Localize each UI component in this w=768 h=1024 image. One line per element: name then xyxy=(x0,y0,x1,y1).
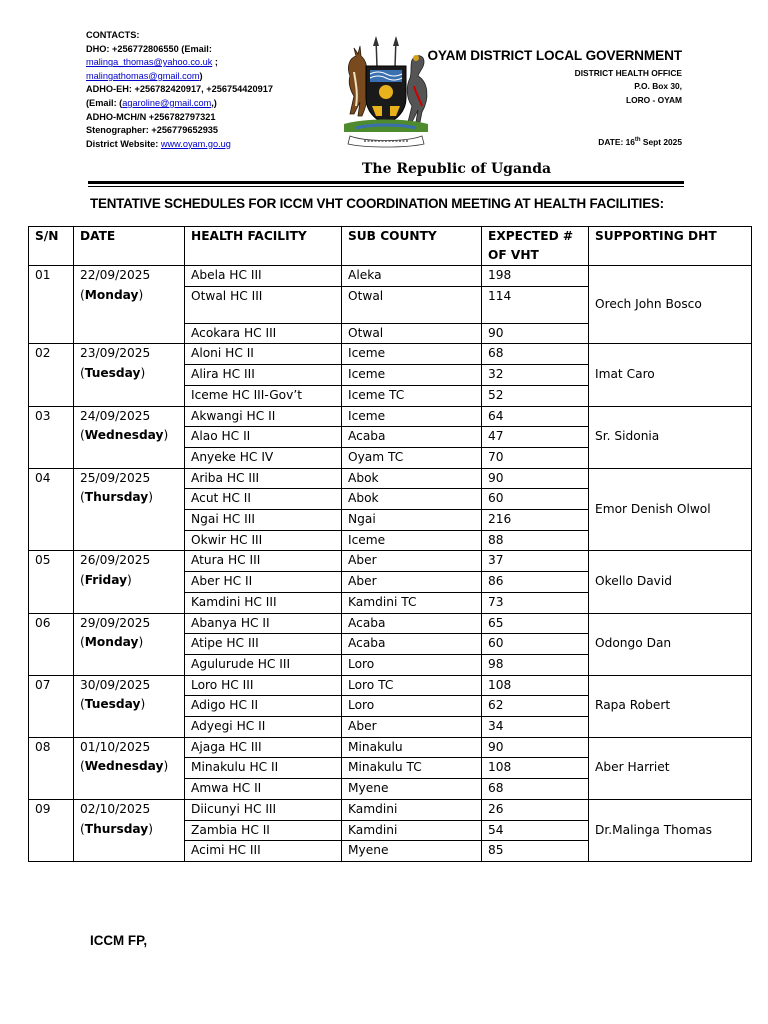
day-name: Wednesday xyxy=(84,759,164,774)
dho-email-line xyxy=(86,56,326,70)
cell-subcounty: Minakulu xyxy=(342,737,482,758)
date-value: 22/09/2025 xyxy=(80,268,151,282)
table-row xyxy=(29,675,752,696)
website-label: District Website: xyxy=(86,138,161,149)
republic-title: The Republic of Uganda xyxy=(362,161,552,177)
date-label: DATE: 16 xyxy=(598,137,635,147)
cell-facility: Alao HC II xyxy=(185,427,342,448)
cell-subcounty: Acaba xyxy=(342,427,482,448)
cell-facility: Ariba HC III xyxy=(185,468,342,489)
cell-subcounty: Loro TC xyxy=(342,675,482,696)
office-name: DISTRICT HEALTH OFFICE xyxy=(574,68,682,78)
day-line: (Wednesday) xyxy=(80,759,169,774)
cell-sn: 05 xyxy=(29,551,74,613)
document-date xyxy=(598,137,682,147)
header-date: DATE xyxy=(74,227,185,266)
cell-subcounty: Kamdini TC xyxy=(342,592,482,613)
cell-expected-vht: 88 xyxy=(482,530,589,551)
cell-sn: 04 xyxy=(29,468,74,551)
government-header xyxy=(427,48,682,107)
government-name: OYAM DISTRICT LOCAL GOVERNMENT xyxy=(427,48,682,63)
cell-expected-vht: 86 xyxy=(482,572,589,593)
date-value: 23/09/2025 xyxy=(80,346,151,361)
cell-facility: Atura HC III xyxy=(185,551,342,572)
cell-expected-vht: 65 xyxy=(482,613,589,634)
cell-facility: Amwa HC II xyxy=(185,779,342,800)
cell-facility: Minakulu HC II xyxy=(185,758,342,779)
day-line: (Thursday) xyxy=(80,821,153,836)
cell-subcounty: Myene xyxy=(342,841,482,862)
cell-subcounty: Acaba xyxy=(342,634,482,655)
day-line: (Monday) xyxy=(80,287,144,302)
cell-facility: Aloni HC II xyxy=(185,344,342,365)
cell-supporting-dht: Emor Denish Olwol xyxy=(589,468,752,551)
table-header-row xyxy=(29,227,752,266)
document-heading: TENTATIVE SCHEDULES FOR ICCM VHT COORDINATION MEETING AT HEALTH FACILITIES: xyxy=(90,196,664,211)
adho-eh-email-link[interactable]: agaroline@gmail.com xyxy=(122,97,212,108)
contacts-title: CONTACTS: xyxy=(86,30,140,40)
uganda-coat-of-arms-icon xyxy=(336,36,436,148)
cell-subcounty: Acaba xyxy=(342,613,482,634)
cell-expected-vht: 114 xyxy=(482,286,589,323)
cell-date xyxy=(74,406,185,468)
cell-facility: Abanya HC II xyxy=(185,613,342,634)
cell-date xyxy=(74,737,185,799)
cell-subcounty: Aber xyxy=(342,551,482,572)
cell-subcounty: Kamdini xyxy=(342,820,482,841)
cell-facility: Okwir HC III xyxy=(185,530,342,551)
cell-expected-vht: 62 xyxy=(482,696,589,717)
cell-date xyxy=(74,551,185,613)
cell-subcounty: Minakulu TC xyxy=(342,758,482,779)
cell-facility: Adyegi HC II xyxy=(185,717,342,738)
cell-expected-vht: 108 xyxy=(482,758,589,779)
office-location: LORO - OYAM xyxy=(626,94,682,105)
cell-facility: Agulurude HC III xyxy=(185,654,342,675)
table-row xyxy=(29,468,752,489)
adho-mch-line: ADHO-MCH/N +256782797321 xyxy=(86,111,216,122)
cell-expected-vht: 64 xyxy=(482,406,589,427)
cell-sn: 03 xyxy=(29,406,74,468)
cell-expected-vht: 85 xyxy=(482,841,589,862)
day-line: (Tuesday) xyxy=(80,697,146,712)
dho-email-link-2[interactable]: malingathomas@gmail.com xyxy=(86,70,200,81)
date-value: 30/09/2025 xyxy=(80,677,151,692)
paren-close: ) xyxy=(199,70,203,81)
cell-expected-vht: 216 xyxy=(482,510,589,531)
cell-sn: 08 xyxy=(29,737,74,799)
adho-eh-email-close: ,) xyxy=(211,97,217,108)
day-name: Monday xyxy=(84,635,139,650)
table-row xyxy=(29,613,752,634)
stenographer-line: Stenographer: +256779652935 xyxy=(86,125,219,136)
email-separator: ; xyxy=(212,57,218,68)
cell-date xyxy=(74,675,185,737)
cell-subcounty: Otwal xyxy=(342,286,482,323)
cell-expected-vht: 98 xyxy=(482,654,589,675)
date-value: 24/09/2025 xyxy=(80,408,151,423)
cell-expected-vht: 34 xyxy=(482,717,589,738)
cell-facility: Otwal HC III xyxy=(185,286,342,323)
cell-supporting-dht: Dr.Malinga Thomas xyxy=(589,799,752,861)
table-row xyxy=(29,799,752,820)
cell-sn: 06 xyxy=(29,613,74,675)
cell-supporting-dht: Rapa Robert xyxy=(589,675,752,737)
cell-expected-vht: 26 xyxy=(482,799,589,820)
cell-subcounty: Iceme xyxy=(342,365,482,386)
dho-email-link-1[interactable]: malinga_thomas@yahoo.co.uk xyxy=(86,57,213,68)
dho-line xyxy=(86,43,326,57)
cell-facility: Iceme HC III-Gov’t xyxy=(185,385,342,406)
table-row xyxy=(29,344,752,365)
day-name: Tuesday xyxy=(84,697,141,712)
cell-subcounty: Iceme xyxy=(342,530,482,551)
table-row xyxy=(29,266,752,287)
website-line xyxy=(86,138,326,152)
header-supporting-dht: SUPPORTING DHT xyxy=(589,227,752,266)
date-value: 01/10/2025 xyxy=(80,739,151,754)
cell-expected-vht: 90 xyxy=(482,323,589,344)
cell-facility: Abela HC III xyxy=(185,266,342,287)
table-row xyxy=(29,551,752,572)
cell-expected-vht: 52 xyxy=(482,385,589,406)
date-suffix: th xyxy=(634,137,641,144)
header-sn: S/N xyxy=(29,227,74,266)
header-rule-thick xyxy=(88,181,684,184)
day-line: (Wednesday) xyxy=(80,428,169,443)
cell-subcounty: Abok xyxy=(342,468,482,489)
cell-expected-vht: 60 xyxy=(482,634,589,655)
cell-subcounty: Iceme xyxy=(342,406,482,427)
cell-subcounty: Oyam TC xyxy=(342,447,482,468)
cell-subcounty: Loro xyxy=(342,654,482,675)
day-name: Tuesday xyxy=(84,366,141,381)
cell-supporting-dht: Sr. Sidonia xyxy=(589,406,752,468)
cell-sn: 09 xyxy=(29,799,74,861)
day-line: (Thursday) xyxy=(80,490,153,505)
cell-date xyxy=(74,468,185,551)
cell-expected-vht: 198 xyxy=(482,266,589,287)
table-row xyxy=(29,737,752,758)
cell-facility: Diicunyi HC III xyxy=(185,799,342,820)
day-name: Wednesday xyxy=(84,428,164,443)
cell-subcounty: Kamdini xyxy=(342,799,482,820)
cell-facility: Zambia HC II xyxy=(185,820,342,841)
po-box: P.O. Box 30, xyxy=(634,81,682,92)
day-name: Thursday xyxy=(84,821,149,836)
day-name: Friday xyxy=(84,573,128,588)
day-line: (Monday) xyxy=(80,635,144,650)
cell-supporting-dht: Okello David xyxy=(589,551,752,613)
cell-facility: Ajaga HC III xyxy=(185,737,342,758)
cell-supporting-dht: Orech John Bosco xyxy=(589,266,752,344)
header-rule-thin xyxy=(88,186,684,187)
cell-expected-vht: 68 xyxy=(482,344,589,365)
cell-subcounty: Abok xyxy=(342,489,482,510)
cell-expected-vht: 68 xyxy=(482,779,589,800)
cell-facility: Loro HC III xyxy=(185,675,342,696)
cell-facility: Atipe HC III xyxy=(185,634,342,655)
signoff: ICCM FP, xyxy=(90,933,148,948)
cell-supporting-dht: Aber Harriet xyxy=(589,737,752,799)
cell-date xyxy=(74,799,185,861)
cell-facility: Aber HC II xyxy=(185,572,342,593)
date-value: 25/09/2025 xyxy=(80,470,151,485)
day-name: Thursday xyxy=(84,490,149,505)
cell-date xyxy=(74,266,185,344)
cell-date xyxy=(74,344,185,406)
cell-expected-vht: 32 xyxy=(482,365,589,386)
cell-subcounty: Aber xyxy=(342,572,482,593)
header-facility: HEALTH FACILITY xyxy=(185,227,342,266)
cell-subcounty: Loro xyxy=(342,696,482,717)
cell-expected-vht: 54 xyxy=(482,820,589,841)
cell-facility: Acokara HC III xyxy=(185,323,342,344)
cell-facility: Ngai HC III xyxy=(185,510,342,531)
cell-facility: Acimi HC III xyxy=(185,841,342,862)
day-name: Monday xyxy=(84,287,139,302)
cell-subcounty: Iceme xyxy=(342,344,482,365)
cell-subcounty: Aleka xyxy=(342,266,482,287)
cell-subcounty: Myene xyxy=(342,779,482,800)
cell-expected-vht: 90 xyxy=(482,468,589,489)
header-subcounty: SUB COUNTY xyxy=(342,227,482,266)
date-rest: Sept 2025 xyxy=(640,137,682,147)
cell-supporting-dht: Imat Caro xyxy=(589,344,752,406)
dho-contact: DHO: +256772806550 (Email: xyxy=(86,43,212,54)
day-line: (Tuesday) xyxy=(80,366,146,381)
cell-sn: 02 xyxy=(29,344,74,406)
cell-subcounty: Aber xyxy=(342,717,482,738)
cell-facility: Kamdini HC III xyxy=(185,592,342,613)
cell-sn: 01 xyxy=(29,266,74,344)
day-line: (Friday) xyxy=(80,573,132,588)
cell-expected-vht: 108 xyxy=(482,675,589,696)
date-value: 02/10/2025 xyxy=(80,801,151,816)
adho-eh-line: ADHO-EH: +256782420917, +256754420917 xyxy=(86,84,273,95)
cell-supporting-dht: Odongo Dan xyxy=(589,613,752,675)
cell-facility: Akwangi HC II xyxy=(185,406,342,427)
date-value: 26/09/2025 xyxy=(80,553,151,568)
schedule-body xyxy=(29,266,752,862)
cell-subcounty: Ngai xyxy=(342,510,482,531)
table-row xyxy=(29,406,752,427)
cell-expected-vht: 37 xyxy=(482,551,589,572)
cell-facility: Adigo HC II xyxy=(185,696,342,717)
cell-expected-vht: 60 xyxy=(482,489,589,510)
cell-facility: Anyeke HC IV xyxy=(185,447,342,468)
cell-facility: Alira HC III xyxy=(185,365,342,386)
cell-expected-vht: 47 xyxy=(482,427,589,448)
adho-eh-email-line xyxy=(86,97,326,111)
cell-sn: 07 xyxy=(29,675,74,737)
schedule-table xyxy=(28,226,752,862)
adho-eh-email-open: (Email: ( xyxy=(86,97,123,108)
cell-expected-vht: 90 xyxy=(482,737,589,758)
date-value: 29/09/2025 xyxy=(80,615,151,630)
website-link[interactable]: www.oyam.go.ug xyxy=(160,138,231,149)
cell-subcounty: Otwal xyxy=(342,323,482,344)
cell-facility: Acut HC II xyxy=(185,489,342,510)
cell-expected-vht: 73 xyxy=(482,592,589,613)
cell-date xyxy=(74,613,185,675)
contacts-block xyxy=(86,29,326,151)
cell-subcounty: Iceme TC xyxy=(342,385,482,406)
cell-expected-vht: 70 xyxy=(482,447,589,468)
dho-email-line-2 xyxy=(86,70,326,84)
header-expected-vht: EXPECTED # OF VHT xyxy=(482,227,589,266)
